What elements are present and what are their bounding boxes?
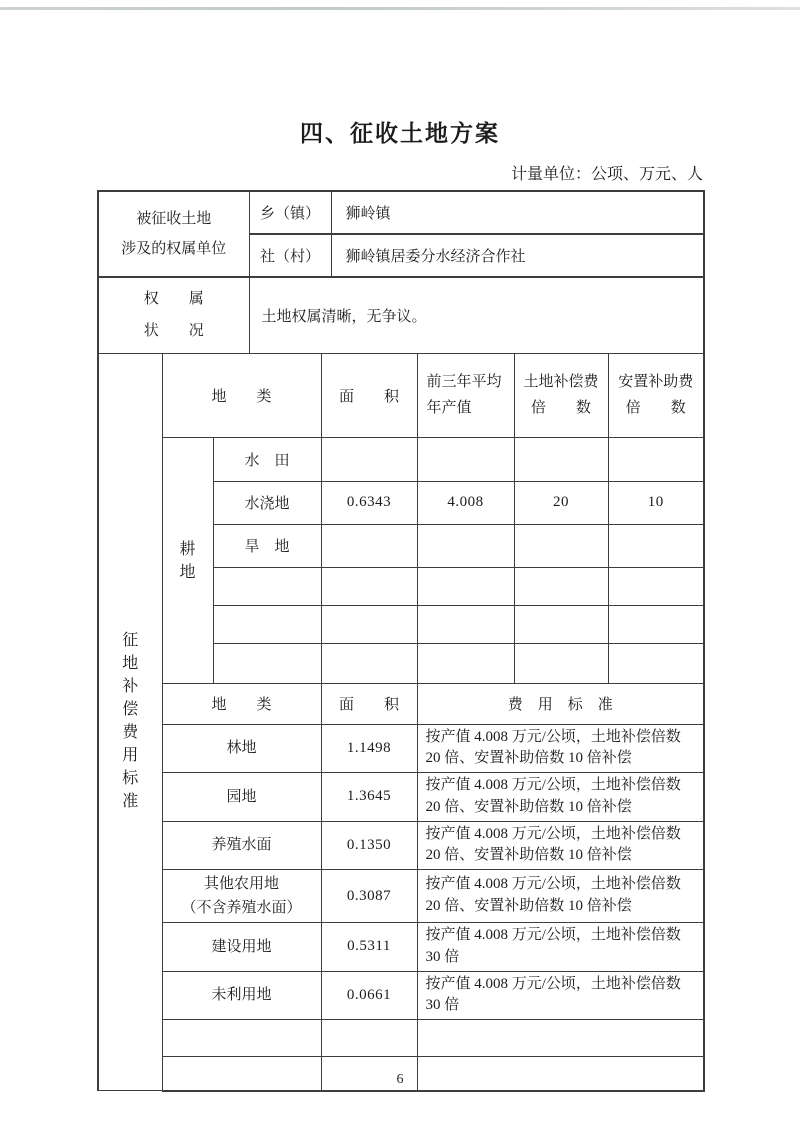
header2-fee-standard: 费 用 标 准 xyxy=(417,683,704,724)
area-cell: 1.3645 xyxy=(321,773,417,822)
resettle-multiple-cell xyxy=(608,605,704,643)
table-row xyxy=(98,923,704,972)
side-char: 补 xyxy=(122,677,139,695)
land-type-text: 其他农用地 xyxy=(204,876,280,892)
header2-land-type: 地 类 xyxy=(162,683,321,724)
farmland-char: 耕 xyxy=(179,541,196,558)
land-type-cell xyxy=(162,971,321,1020)
land-type-text: 林地 xyxy=(226,740,257,757)
land-type-cell xyxy=(162,870,321,923)
header-avg-output-line2: 年产值 xyxy=(426,400,472,416)
land-type-text: 养殖水面 xyxy=(211,837,272,854)
area-cell xyxy=(321,437,417,481)
header-avg-output xyxy=(417,353,514,437)
area-cell: 0.6343 xyxy=(321,481,417,524)
fee-standard-cell: 按产值 4.008 万元/公顷，土地补偿倍数 20 倍、安置补助倍数 10 倍补偿 xyxy=(417,773,704,822)
table-row xyxy=(98,870,704,923)
land-type-cell xyxy=(162,724,321,773)
ownership-units-label xyxy=(98,191,249,277)
village-value: 狮岭镇居委分水经济合作社 xyxy=(331,234,704,277)
land-multiple-cell: 20 xyxy=(514,481,608,524)
land-type-text2: （不含养殖水面） xyxy=(181,900,302,916)
table-row xyxy=(98,437,704,481)
land-type-text: 建设用地 xyxy=(211,938,272,955)
compensation-standard-table xyxy=(97,353,705,1092)
header-resettle-line1: 安置补助费 xyxy=(618,374,694,390)
land-multiple-cell xyxy=(514,643,608,683)
ownership-status-value: 土地权属清晰，无争议。 xyxy=(249,277,704,353)
township-value: 狮岭镇 xyxy=(331,191,704,234)
output-cell xyxy=(417,437,514,481)
township-label: 乡（镇） xyxy=(249,191,331,234)
status-label-line2: 状 况 xyxy=(143,323,204,340)
land-acquisition-table xyxy=(97,190,703,1092)
page-number: 6 xyxy=(396,1072,404,1087)
header2-area: 面 积 xyxy=(321,683,417,724)
side-char: 费 xyxy=(122,723,139,741)
ownership-status-label xyxy=(98,277,249,353)
land-multiple-cell xyxy=(514,524,608,567)
header-land-type: 地 类 xyxy=(162,353,321,437)
output-cell: 4.008 xyxy=(417,481,514,524)
land-type-text: 未利用地 xyxy=(211,987,272,1004)
output-cell xyxy=(417,605,514,643)
header-resettlement-multiple xyxy=(608,353,704,437)
status-label-line1: 权 属 xyxy=(143,291,204,308)
resettle-multiple-cell xyxy=(608,643,704,683)
fee-standard-cell: 按产值 4.008 万元/公顷，土地补偿倍数 20 倍、安置补助倍数 10 倍补偿 xyxy=(417,724,704,773)
village-label: 社（村） xyxy=(249,234,331,277)
scan-edge-artifact xyxy=(0,7,800,10)
table-row xyxy=(98,724,704,773)
fee-standard-cell: 按产值 4.008 万元/公顷，土地补偿倍数 20 倍、安置补助倍数 10 倍补偿 xyxy=(417,821,704,870)
side-char: 准 xyxy=(122,792,139,810)
side-label-compensation-standard xyxy=(98,353,162,1091)
header-area: 面 积 xyxy=(321,353,417,437)
land-type-cell xyxy=(213,605,321,643)
output-cell xyxy=(417,524,514,567)
header-land-comp-line1: 土地补偿费 xyxy=(523,374,599,390)
output-cell xyxy=(417,567,514,605)
land-type-cell: 旱 地 xyxy=(213,524,321,567)
area-cell: 0.0661 xyxy=(321,971,417,1020)
fee-standard-cell xyxy=(417,1020,704,1057)
side-char: 征 xyxy=(122,631,139,649)
header-land-comp-line2: 倍 数 xyxy=(531,400,592,416)
farmland-char: 地 xyxy=(179,564,196,581)
land-type-cell xyxy=(162,821,321,870)
table-row xyxy=(98,773,704,822)
header-land-compensation-multiple xyxy=(514,353,608,437)
land-multiple-cell xyxy=(514,605,608,643)
area-cell xyxy=(321,1020,417,1057)
area-cell: 1.1498 xyxy=(321,724,417,773)
output-cell xyxy=(417,643,514,683)
page-title: 四、征收土地方案 xyxy=(300,121,500,146)
area-cell xyxy=(321,605,417,643)
table-row xyxy=(98,971,704,1020)
header-resettle-line2: 倍 数 xyxy=(625,400,686,416)
land-type-cell xyxy=(162,773,321,822)
fee-standard-cell: 按产值 4.008 万元/公顷，土地补偿倍数 30 倍 xyxy=(417,971,704,1020)
land-type-cell xyxy=(213,643,321,683)
table-row xyxy=(98,1020,704,1057)
header-avg-output-line1: 前三年平均 xyxy=(426,374,502,390)
ownership-info-table xyxy=(97,190,705,354)
resettle-multiple-cell xyxy=(608,524,704,567)
area-cell: 0.1350 xyxy=(321,821,417,870)
fee-standard-cell: 按产值 4.008 万元/公顷，土地补偿倍数 20 倍、安置补助倍数 10 倍补偿 xyxy=(417,870,704,923)
area-cell xyxy=(321,524,417,567)
fee-standard-cell: 按产值 4.008 万元/公顷，土地补偿倍数 30 倍 xyxy=(417,923,704,972)
side-char: 偿 xyxy=(122,700,139,718)
area-cell xyxy=(321,567,417,605)
land-type-cell xyxy=(213,567,321,605)
area-cell: 0.5311 xyxy=(321,923,417,972)
area-cell: 0.3087 xyxy=(321,870,417,923)
land-multiple-cell xyxy=(514,567,608,605)
land-type-text: 园地 xyxy=(226,788,257,805)
farmland-group-label xyxy=(162,437,213,683)
land-type-cell: 水浇地 xyxy=(213,481,321,524)
measurement-unit-note: 计量单位：公项、万元、人 xyxy=(510,166,703,183)
side-char: 地 xyxy=(122,654,139,672)
land-type-cell xyxy=(162,923,321,972)
table-row xyxy=(98,821,704,870)
resettle-multiple-cell: 10 xyxy=(608,481,704,524)
land-type-cell xyxy=(162,1020,321,1057)
land-type-cell: 水 田 xyxy=(213,437,321,481)
land-multiple-cell xyxy=(514,437,608,481)
ownership-label-line2: 涉及的权属单位 xyxy=(121,241,227,257)
area-cell xyxy=(321,643,417,683)
side-char: 用 xyxy=(122,746,139,764)
resettle-multiple-cell xyxy=(608,437,704,481)
side-char: 标 xyxy=(122,769,139,787)
resettle-multiple-cell xyxy=(608,567,704,605)
ownership-label-line1: 被征收土地 xyxy=(136,211,212,227)
